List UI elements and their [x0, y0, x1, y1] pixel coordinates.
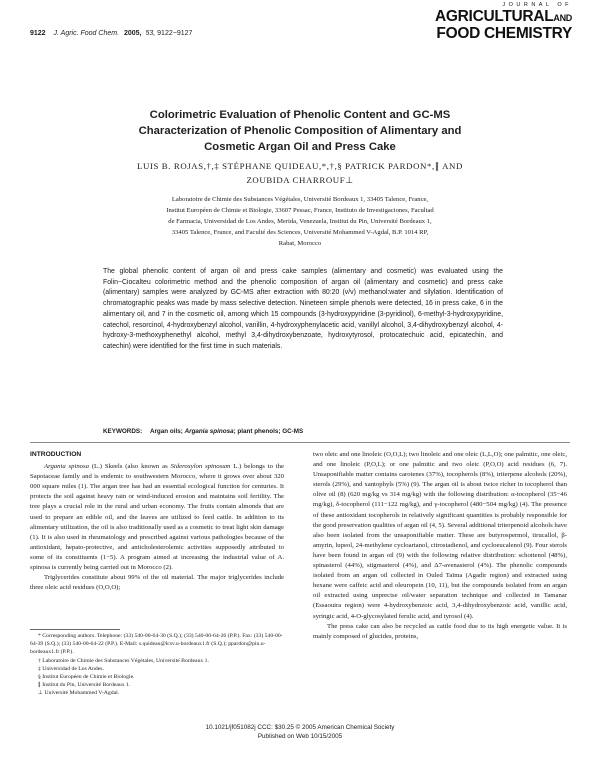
page-footer: [150, 723, 450, 741]
keyword-species: Argania spinosa: [184, 428, 234, 435]
author-list: [60, 160, 540, 187]
citation-volume: 53,: [145, 30, 156, 37]
running-header: [30, 30, 192, 37]
page-number: 9122: [30, 30, 46, 37]
keyword-argan-oils: Argan oils;: [149, 428, 183, 435]
footnote-5: ∥ Institut du Pin, Université Bordeaux 1.: [38, 682, 131, 689]
logo-line-1: [422, 9, 572, 26]
intro-paragraph-1: [30, 462, 284, 573]
keywords-divider: [30, 442, 570, 443]
right-column: [313, 450, 567, 642]
affiliation-line-2: Institut Européen de Chimie et Biologie, 33607 Pessac, France, Instituto de Investigaciones, Facultad: [166, 207, 434, 214]
logo-and: AND: [553, 13, 572, 23]
right-paragraph-1: two oleic and one linoleic (O,O,L); two linoleic and one oleic (L,L,O); one palmitic, one oleic, and one linoleic (P,O,L); or one palmitic and two oleic (P,O,O) acid residues (6, 7). Unsaponifiable matter contains carotenes (37%), tocopherols (8%), triterpene alcohols (20%), sterols (29%), and xantophyls (5%) (9). The argan oil is about twice richer in tocopherol than olive oil (8) (620 mg/kg vs 314 mg/kg) with the following distribution: α-tocopherol (35−46 mg/kg), δ-tocopherol (111−122 mg/kg), and γ-tocopherol (480−504 mg/kg) (4). The presence of these antioxidant tocopherols in relatively significant quantities is probably responsible for the good preservation qualities of argan oil (4, 5). Several additional triterpenoid alcohols have also been isolated from the unsaponifiable matter. These are butyrospermol, tirucallol, β-amyrin, lupeol, 24-methylene cycloartanol, citrostadienol, and cycloeucalenol (9). Four sterols have been found in argan oil (9) with the following relative distribution: schottenol (48%), spinasterol (44%), stigmasterol (4%), and Δ7-avenasterol (4%). The phenolic compounds isolated from an argan oil collected in Ouled Taïma (Agadir region) and extracted using hexane were caffeic acid and oleuropein (10, 11), but the compounds isolated from an argan oil extracted using unprecise oil/water separation technique and collected in Tamanar (Essaouira region) were 4-hydroxybenzoic acid, 3,4-dihydroxybenzoic acid, vanillic acid, syringic acid, 4-O-glycosylated ferulic acid, and tyrosol (4).: [313, 451, 567, 620]
title-line-1: Colorimetric Evaluation of Phenolic Content and GC-MS: [149, 109, 451, 121]
footnote-divider: [30, 629, 120, 630]
title-line-3: Cosmetic Argan Oil and Press Cake: [204, 141, 396, 153]
footnotes: [30, 632, 284, 698]
footnote-6: ⊥ Université Mohammed V-Agdal.: [38, 690, 120, 697]
affiliation-line-3: de Farmacia, Universidad de Los Andes, Merida, Venezuela, Institut du Pin, Université Bordeaux 1,: [168, 218, 432, 225]
citation-year: 2005,: [123, 30, 142, 37]
affiliation-line-5: Rabat, Morocco: [278, 240, 322, 247]
citation-pages: 9122−9127: [157, 30, 193, 37]
intro-heading: INTRODUCTION: [30, 451, 82, 458]
affiliations: [75, 194, 525, 249]
synonym-name: Sideroxylon spinosum: [170, 463, 231, 471]
logo-top-text: JOURNAL OF: [502, 2, 572, 8]
footnote-4: § Institut Européen de Chimie et Biologie.: [38, 674, 135, 681]
article-title: [60, 107, 540, 155]
left-column: [30, 450, 284, 593]
affiliation-line-4: 33405 Talence, France, and Faculté des Sciences, Université Mohammed V-Agdal, B.P. 1014 RP,: [171, 229, 429, 236]
footnote-2: † Laboratoire de Chimie des Substances Végétales, Université Bordeaux 1.: [38, 657, 209, 664]
intro-p1-mid: (L.) Skeels (also known as: [91, 463, 168, 471]
keywords: [103, 428, 503, 435]
title-line-2: Characterization of Phenolic Composition of Alimentary and: [138, 125, 462, 137]
journal-logo: [422, 2, 572, 41]
affiliation-line-1: Laboratoire de Chimie des Substances Végétales, Université Bordeaux 1, 33405 Talence, France,: [171, 196, 429, 203]
intro-paragraph-2: Triglycerides constitute about 99% of the oil material. The major triglycerides include three oleic acid residues (O,O,O);: [30, 574, 284, 592]
doi-line: 10.1021/jf051082j CCC: $30.25 © 2005 American Chemical Society: [205, 724, 395, 731]
logo-agricultural: AGRICULTURAL: [435, 8, 554, 25]
right-paragraph-2: The press cake can also be recycled as cattle food due to its high energetic value. It is mainly composed of glucides, proteins,: [313, 622, 567, 640]
footnote-corresponding: * Corresponding authors. Telephone: (33) 540-00-64-30 (S.Q.); (33) 540-00-64-26 (P.P.). Fax: (33) 540-00-64-39 (S.Q.); (33) 540-00-64-22 (P.P.). E-Mail: s.quideau@lcsv.u-bordeaux1.fr (S.Q.); ppardon@pin.u-bordeaux1.fr (P.P.).: [30, 633, 283, 656]
authors-line-2: ZOUBIDA CHARROUF⊥: [246, 174, 354, 185]
abstract: The global phenolic content of argan oil and press cake samples (alimentary and cosmetic) was evaluated using the Folin−Ciocalteu colorimetric method and the phenolic composition of argan oil (alimentary and cosmetic) and press cake (alimentary) samples were analyzed by GC-MS after extraction with 80:20 (v/v) methanol:water and silylation. Identification of chromatographic peaks was made by mass selective detection. Nineteen simple phenols were detected, 16 in press cake, 6 in the alimentary oil, and 7 in the cosmetic oil, among which 15 compounds (3-hydroxypyridine (3-pyridinol), 6-methyl-3-hydroxypyridine, catechol, resorcinol, 4-hydroxybenzyl alcohol, vanillin, 4-hydroxyphenylacetic acid, vanillyl alcohol, 3,4-dihydroxybenzyl alcohol, 4-hydroxy-3-methoxyphenethyl alcohol, methyl 3,4-dihydroxybenzoate, hydroxytyrosol, protocatechuic acid, epicatechin, and catechin) were identified for the first time in such materials.: [103, 268, 503, 350]
published-line: Published on Web 10/15/2005: [257, 733, 343, 740]
keyword-rest: ; plant phenols; GC-MS: [233, 428, 304, 435]
keywords-label: KEYWORDS:: [103, 428, 143, 435]
authors-line-1: LUIS B. ROJAS,†,‡ STÉPHANE QUIDEAU,*,†,§ PATRICK PARDON*,∥ AND: [137, 161, 463, 171]
footnote-3: ‡ Universidad de Los Andes.: [38, 665, 104, 672]
intro-p1-text: L.) belongs to the Sapotaceae family and is endemic to southwestern Morocco, where it grows over about 320 000 square miles (1). The argan tree has had an essential ecological function for centuries. It protects the soil against heavy rain or wind-induced erosion and maintains soil fertility. The tree plays a crucial role in the rural and urban economy. The fruits contain almonds that are used to prepare an edible oil, and the leaves are utilized to feed cattle. In addition to its alimentary utilization, the oil is also traditionally used as a cosmetic to treat light skin damage (1). It is also used in rheumatology and prescribed against various pathologies because of the antioxidant, hepato-protective, and anticholesterolemic activities supposedly attributed to some of its constituents (1−5). A program aimed at increasing the industrial value of A. spinosa is currently being carried out in Morocco (2).: [30, 463, 284, 572]
journal-name: J. Agric. Food Chem.: [53, 30, 120, 37]
species-name: Argania spinosa: [44, 463, 89, 471]
logo-line-2: FOOD CHEMISTRY: [436, 25, 572, 42]
